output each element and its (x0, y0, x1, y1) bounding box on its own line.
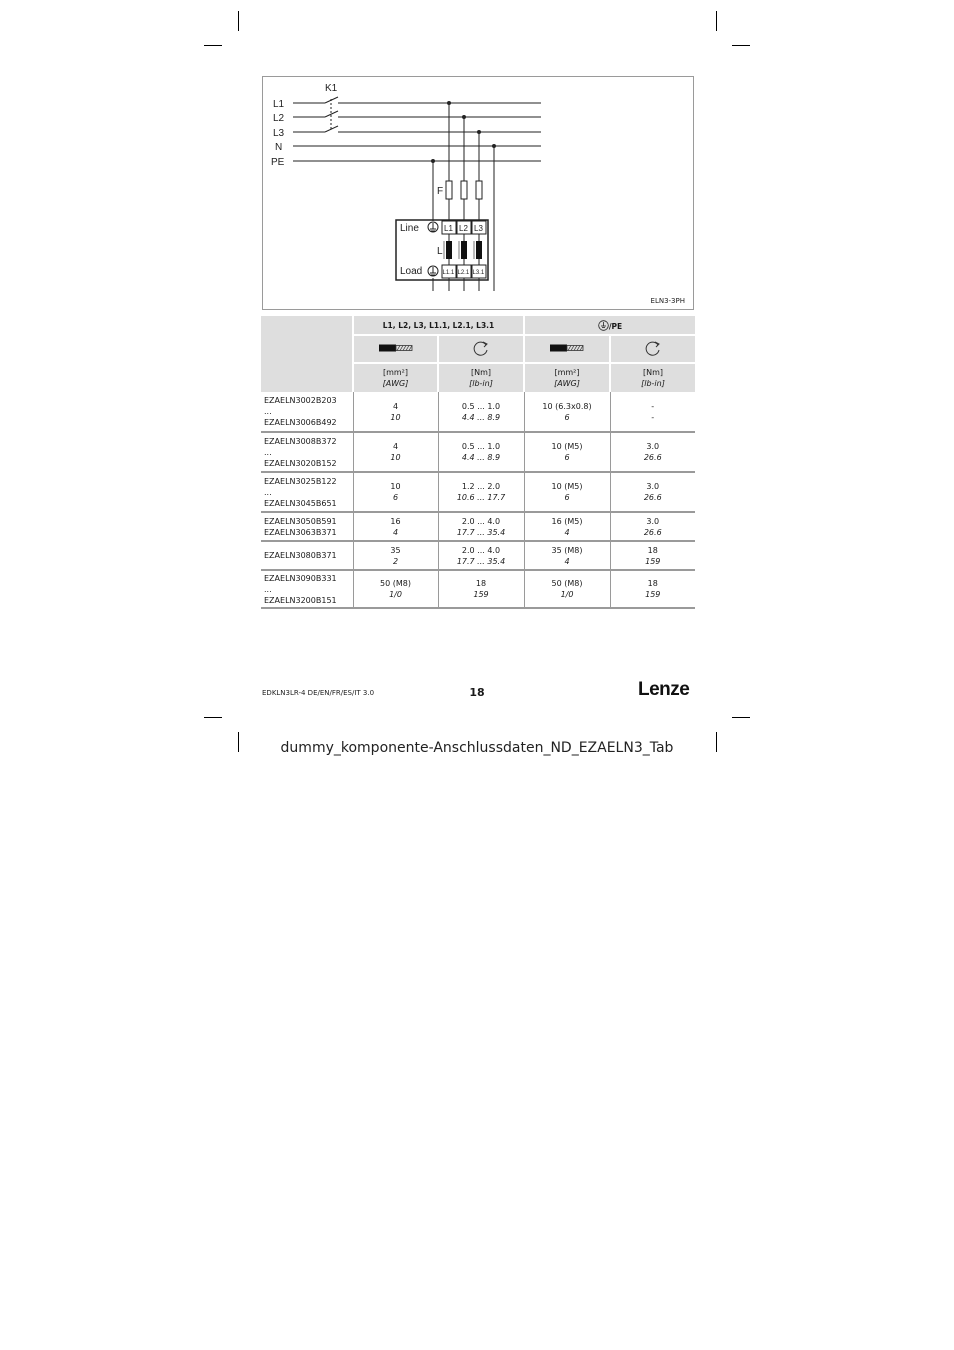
wire-section-cell: 50 (M8) 1/0 (353, 570, 438, 608)
unit-lbin: [lb-in] (469, 379, 493, 388)
pe-torque-cell: 3.0 26.6 (610, 512, 695, 541)
terminal-label: L1 (444, 224, 453, 233)
wire-section-cell: 16 4 (353, 512, 438, 541)
brand-logo: Lenze (638, 679, 690, 700)
stripped-wire-icon (550, 343, 584, 353)
crop-mark (716, 11, 717, 31)
header-cell (524, 335, 610, 363)
header-cell (610, 335, 695, 363)
stripped-wire-icon (379, 343, 413, 353)
crop-mark (204, 717, 222, 718)
pe-torque-cell: 3.0 26.6 (610, 472, 695, 512)
unit-cell (438, 363, 524, 392)
line-label: L3 (273, 128, 285, 139)
table-row (261, 541, 695, 570)
line-label: L1 (273, 99, 285, 110)
table-row (261, 472, 695, 512)
pe-torque-cell: - - (610, 392, 695, 432)
pe-section-cell: 16 (M5) 4 (524, 512, 610, 541)
contactor-label: K1 (325, 83, 338, 94)
table-row (261, 432, 695, 472)
choke-label: L (437, 246, 443, 257)
table-row (261, 570, 695, 608)
torque-cell: 2.0 ... 4.0 17.7 ... 35.4 (438, 512, 524, 541)
unit-lbin: [lb-in] (641, 379, 665, 388)
wire-section-cell: 10 6 (353, 472, 438, 512)
terminal-label: L1.1 (442, 270, 455, 276)
pe-torque-cell: 18 159 (610, 541, 695, 570)
torque-cell: 0.5 ... 1.0 4.4 ... 8.9 (438, 392, 524, 432)
terminal-label: L3 (474, 224, 483, 233)
pe-section-cell: 10 (M5) 6 (524, 432, 610, 472)
pe-torque-cell: 3.0 26.6 (610, 432, 695, 472)
header-cell (438, 335, 524, 363)
unit-cell (610, 363, 695, 392)
crop-mark (204, 45, 222, 46)
diagram-caption: ELN3-3PH (650, 297, 685, 305)
wire-section-cell: 4 10 (353, 392, 438, 432)
header-blank-cell (261, 316, 353, 392)
load-side-label: Load (400, 266, 423, 277)
unit-nm: [Nm] (470, 368, 492, 377)
header-group-pe (524, 316, 695, 335)
unit-cell (353, 363, 438, 392)
line-label: N (275, 142, 283, 153)
wire-section-cell: 35 2 (353, 541, 438, 570)
file-caption: dummy_komponente-Anschlussdaten_ND_EZAELN3_Tab (280, 740, 674, 756)
pe-section-cell: 50 (M8) 1/0 (524, 570, 610, 608)
crop-mark (732, 717, 750, 718)
header-cell (353, 335, 438, 363)
terminal-label: L2.1 (457, 270, 470, 276)
earth-icon (598, 320, 609, 331)
line-label: L2 (273, 113, 285, 124)
pe-section-cell: 10 (6.3x0.8) 6 (524, 392, 610, 432)
unit-cell (524, 363, 610, 392)
unit-area: [mm²] (382, 368, 409, 377)
model-range-cell: EZAELN3080B371 (261, 541, 353, 570)
line-side-label: Line (400, 223, 419, 234)
tightening-torque-icon (472, 339, 490, 357)
crop-mark (732, 45, 750, 46)
torque-cell: 18 159 (438, 570, 524, 608)
model-range-cell: EZAELN3008B372 ... EZAELN3020B152 (261, 432, 353, 472)
pe-torque-cell: 18 159 (610, 570, 695, 608)
model-range-cell: EZAELN3090B331 ... EZAELN3200B151 (261, 570, 353, 608)
model-range-cell: EZAELN3025B122 ... EZAELN3045B651 (261, 472, 353, 512)
table-row (261, 392, 695, 432)
pe-section-cell: 35 (M8) 4 (524, 541, 610, 570)
tightening-torque-icon (644, 339, 662, 357)
fuse-label: F (437, 186, 444, 197)
unit-awg: [AWG] (382, 379, 409, 388)
table-row (261, 512, 695, 541)
wire-section-cell: 4 10 (353, 432, 438, 472)
unit-nm: [Nm] (642, 368, 664, 377)
wiring-diagram (262, 76, 694, 310)
line-label: PE (271, 157, 285, 168)
model-range-cell: EZAELN3050B591 EZAELN3063B371 (261, 512, 353, 541)
unit-awg: [AWG] (554, 379, 580, 388)
page-number: 18 (469, 686, 485, 699)
connection-data-table (261, 316, 695, 609)
torque-cell: 0.5 ... 1.0 4.4 ... 8.9 (438, 432, 524, 472)
unit-area: [mm²] (554, 368, 580, 377)
pe-label: /PE (608, 321, 623, 331)
terminal-label: L2 (459, 224, 468, 233)
terminal-label: L3.1 (472, 270, 485, 276)
pe-section-cell: 10 (M5) 6 (524, 472, 610, 512)
torque-cell: 1.2 ... 2.0 10.6 ... 17.7 (438, 472, 524, 512)
torque-cell: 2.0 ... 4.0 17.7 ... 35.4 (438, 541, 524, 570)
header-group-phase: L1, L2, L3, L1.1, L2.1, L3.1 (353, 316, 524, 335)
crop-mark (238, 11, 239, 31)
wiring-diagram-svg (263, 77, 693, 309)
model-range-cell: EZAELN3002B203 ... EZAELN3006B492 (261, 392, 353, 432)
document-id: EDKLN3LR-4 DE/EN/FR/ES/IT 3.0 (262, 689, 375, 697)
